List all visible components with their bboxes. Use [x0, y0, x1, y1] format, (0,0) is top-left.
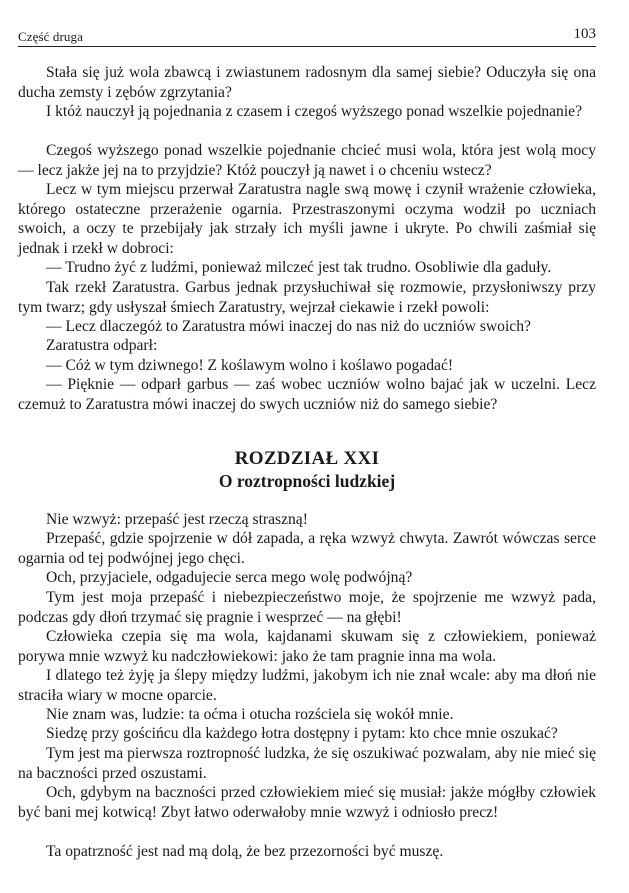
paragraph: Ta opatrzność jest nad mą dolą, że bez przezorności być muszę. [46, 843, 444, 860]
paragraph: Och, gdybym na baczności przed człowiekiem mieć się musiał: jakże mógłby człowiek być bani mej kotwicą! Zbyt łatwo oderwałoby mnie wzwyż i odniosło precz! [18, 784, 596, 821]
paragraph: Czegoś wyższego ponad wszelkie pojednanie chcieć musi wola, która jest wolą mocy — lecz jakże jej na to przyjdzie? Któż pouczył ją nawet i o chceniu wstecz? [18, 142, 596, 179]
paragraph: Lecz w tym miejscu przerwał Zaratustra nagle swą mowę i czynił wrażenie człowieka, którego ostateczne przerażenie ogarnia. Przestraszonymi oczyma wodził po uczniach swoich, a oczy te przebijały jak strzały ich myśli jawne i ukryte. Po chwili zaśmiał się jednak i rzekł w dobroci: [18, 181, 596, 257]
paragraph: Tak rzekł Zaratustra. Garbus jednak przysłuchiwał się rozmowie, przysłoniwszy przy tym twarz; gdy usłyszał śmiech Zaratustry, wejrzał ciekawie i rzekł powoli: [18, 279, 596, 316]
paragraph: Nie znam was, ludzie: ta oćma i otucha rozściela się wokół mnie. [46, 706, 454, 723]
paragraph: Nie wzwyż: przepaść jest rzeczą straszną! [46, 511, 308, 528]
chapter-number: ROZDZIAŁ XXI [234, 448, 380, 469]
paragraph: Tym jest ma pierwsza roztropność ludzka, że się oszukiwać pozwalam, aby nie mieć się na baczności przed oszustami. [18, 745, 596, 782]
paragraph: Człowieka czepia się ma wola, kajdanami skuwam się z człowiekiem, ponieważ porywa mnie wzwyż ku nadczłowiekowi: jako że tam pragnie inna ma wola. [18, 628, 596, 665]
paragraph: Stała się już wola zbawcą i zwiastunem radosnym dla samej siebie? Oduczyła się ona ducha zemsty i zębów zgrzytania? [18, 64, 596, 101]
chapter-title: O roztropności ludzkiej [218, 471, 396, 491]
paragraph: — Cóż w tym dziwnego! Z koślawym wolno i koślawo pogadać! [46, 357, 454, 374]
paragraph: Och, przyjaciele, odgadujecie serca mego wolę podwójną? [46, 569, 413, 586]
running-header [18, 26, 596, 47]
paragraph: Zaratustra odparł: [46, 337, 158, 354]
paragraph: I któż nauczył ją pojednania z czasem i czegoś wyższego ponad wszelkie pojednanie? [46, 103, 583, 120]
paragraph: — Pięknie — odparł garbus — zaś wobec uczniów wolno bajać jak w uczelni. Lecz czemuż to Zaratustra mówi inaczej do swych uczniów niż do samego siebie? [18, 376, 596, 413]
paragraph: — Trudno żyć z ludźmi, ponieważ milczeć jest tak trudno. Osobliwie dla gaduły. [46, 259, 552, 276]
page-number: 103 [573, 26, 596, 42]
paragraph: Przepaść, gdzie spojrzenie w dół zapada, a ręka wzwyż chwyta. Zawrót wówczas serce ogarnia od tej podwójnej jego chęci. [18, 530, 596, 567]
paragraph: Siedzę przy gościńcu dla każdego łotra dostępny i pytam: kto chce mnie oszukać? [46, 725, 558, 742]
header-section-title: Część druga [18, 29, 83, 44]
paragraph: Tym jest moja przepaść i niebezpieczeństwo moje, że spojrzenie me wzwyż pada, podczas gdy dłoń trzymać się pragnie i wesprzeć — na głębi! [18, 589, 596, 626]
paragraph: I dlatego też żyję ja ślepy między ludźmi, jakobym ich nie znał wcale: aby ma dłoń nie straciła wiary w mocne oparcie. [18, 667, 596, 704]
paragraph: — Lecz dlaczegóż to Zaratustra mówi inaczej do nas niż do uczniów swoich? [46, 318, 531, 335]
